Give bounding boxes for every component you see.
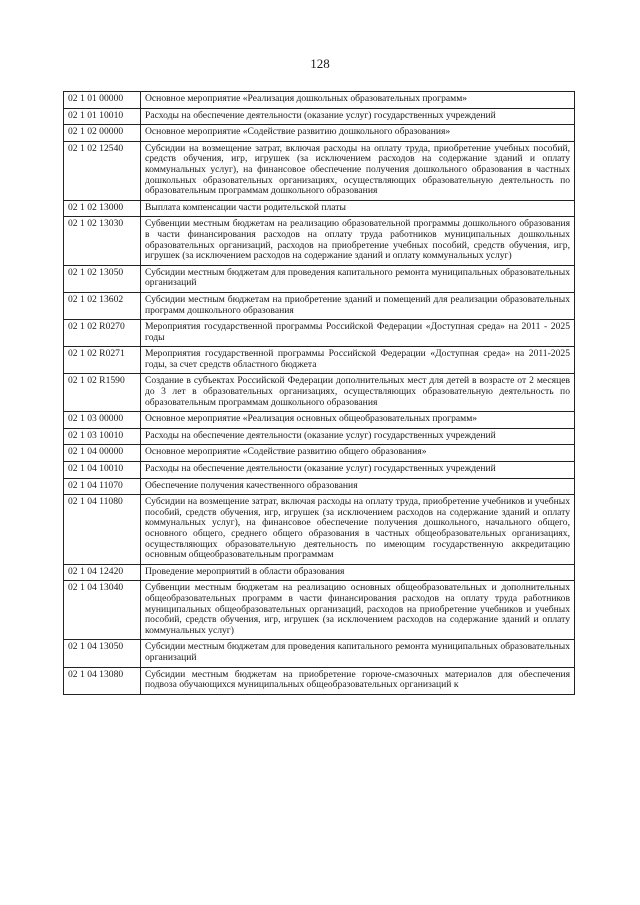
table-row <box>64 412 575 429</box>
table-row <box>64 462 575 479</box>
table-row <box>64 265 575 292</box>
row-code: 02 1 04 12420 <box>64 564 141 581</box>
row-code: 02 1 02 13030 <box>64 217 141 265</box>
row-code: 02 1 01 10010 <box>64 108 141 125</box>
table-row <box>64 92 575 109</box>
table-row <box>64 108 575 125</box>
row-code: 02 1 02 13050 <box>64 265 141 292</box>
table-row <box>64 564 575 581</box>
row-code: 02 1 02 R0271 <box>64 347 141 374</box>
row-description: Создание в субъектах Российской Федерации дополнительных мест для детей в возрасте от 2 месяцев до 3 лет в образовательных организациях, осуществляющих образовательную деятельность по образовательным программам дошкольного образования <box>141 374 575 412</box>
row-code: 02 1 04 13080 <box>64 667 141 694</box>
row-code: 02 1 02 R0270 <box>64 320 141 347</box>
budget-code-table <box>63 91 575 695</box>
table-row <box>64 292 575 319</box>
row-code: 02 1 02 13000 <box>64 200 141 217</box>
row-description: Субсидии местным бюджетам для проведения капитального ремонта муниципальных образовательных организаций <box>141 265 575 292</box>
row-description: Проведение мероприятий в области образования <box>141 564 575 581</box>
page-number: 128 <box>310 56 330 71</box>
row-code: 02 1 03 10010 <box>64 428 141 445</box>
row-code: 02 1 04 13040 <box>64 581 141 640</box>
row-description: Выплата компенсации части родительской платы <box>141 200 575 217</box>
row-code: 02 1 04 13050 <box>64 640 141 667</box>
row-code: 02 1 04 00000 <box>64 445 141 462</box>
row-description: Субсидии местным бюджетам на приобретение зданий и помещений для реализации образовательных программ дошкольного образования <box>141 292 575 319</box>
row-description: Субсидии на возмещение затрат, включая расходы на оплату труда, приобретение учебных пособий, средств обучения, игр, игрушек (за исключением расходов на содержание зданий и оплату коммунальных услуг), на финансовое обеспечение получения дошкольного образования в частных дошкольных образовательных организациях, осуществляющих образовательную деятельность по образовательным программам дошкольного образования <box>141 141 575 200</box>
row-description: Субвенции местным бюджетам на реализацию образовательной программы дошкольного образования в части финансирования расходов на оплату труда работников муниципальных дошкольных образовательных организаций, расходов на приобретение учебных пособий, средств обучения, игр, игрушек (за исключением расходов на содержание зданий и оплату коммунальных услуг) <box>141 217 575 265</box>
row-description: Основное мероприятие «Содействие развитию дошкольного образования» <box>141 125 575 142</box>
row-description: Обеспечение получения качественного образования <box>141 478 575 495</box>
table-row <box>64 478 575 495</box>
row-description: Расходы на обеспечение деятельности (оказание услуг) государственных учреждений <box>141 108 575 125</box>
row-code: 02 1 01 00000 <box>64 92 141 109</box>
row-description: Основное мероприятие «Реализация дошкольных образовательных программ» <box>141 92 575 109</box>
row-description: Субсидии местным бюджетам для проведения капитального ремонта муниципальных образовательных организаций <box>141 640 575 667</box>
row-code: 02 1 04 10010 <box>64 462 141 479</box>
row-description: Субсидии на возмещение затрат, включая расходы на оплату труда, приобретение учебников и учебных пособий, средств обучения, игр, игрушек (за исключением расходов на содержание зданий и оплату коммунальных услуг), на финансовое обеспечение получения дошкольного, начального общего, основного общего, среднего общего образования в частных общеобразовательных организациях, осуществляющих образовательную деятельность по имеющим государственную аккредитацию основным общеобразовательным программам <box>141 495 575 565</box>
table-row <box>64 667 575 694</box>
table-row <box>64 347 575 374</box>
row-code: 02 1 03 00000 <box>64 412 141 429</box>
table-row <box>64 581 575 640</box>
table-row <box>64 125 575 142</box>
table-row <box>64 374 575 412</box>
table-row <box>64 217 575 265</box>
row-code: 02 1 02 12540 <box>64 141 141 200</box>
row-code: 02 1 02 R1590 <box>64 374 141 412</box>
row-code: 02 1 02 13602 <box>64 292 141 319</box>
row-code: 02 1 04 11080 <box>64 495 141 565</box>
row-code: 02 1 04 11070 <box>64 478 141 495</box>
table-row <box>64 200 575 217</box>
row-description: Основное мероприятие «Содействие развитию общего образования» <box>141 445 575 462</box>
row-description: Расходы на обеспечение деятельности (оказание услуг) государственных учреждений <box>141 428 575 445</box>
row-code: 02 1 02 00000 <box>64 125 141 142</box>
row-description: Основное мероприятие «Реализация основных общеобразовательных программ» <box>141 412 575 429</box>
row-description: Субсидии местным бюджетам на приобретение горюче-смазочных материалов для обеспечения подвоза обучающихся муниципальных общеобразовательных организаций к <box>141 667 575 694</box>
row-description: Субвенции местным бюджетам на реализацию основных общеобразовательных и дополнительных общеобразовательных программ в части финансирования расходов на оплату труда работников муниципальных общеобразовательных организаций, расходов на приобретение учебников и учебных пособий, средств обучения, игр, игрушек (за исключением расходов на содержание зданий и оплату коммунальных услуг) <box>141 581 575 640</box>
table-row <box>64 640 575 667</box>
table-row <box>64 320 575 347</box>
row-description: Расходы на обеспечение деятельности (оказание услуг) государственных учреждений <box>141 462 575 479</box>
row-description: Мероприятия государственной программы Российской Федерации «Доступная среда» на 2011-2025 годы, за счет средств областного бюджета <box>141 347 575 374</box>
table-row <box>64 445 575 462</box>
table-row <box>64 495 575 565</box>
table-row <box>64 428 575 445</box>
table-row <box>64 141 575 200</box>
row-description: Мероприятия государственной программы Российской Федерации «Доступная среда» на 2011 - 2025 годы <box>141 320 575 347</box>
